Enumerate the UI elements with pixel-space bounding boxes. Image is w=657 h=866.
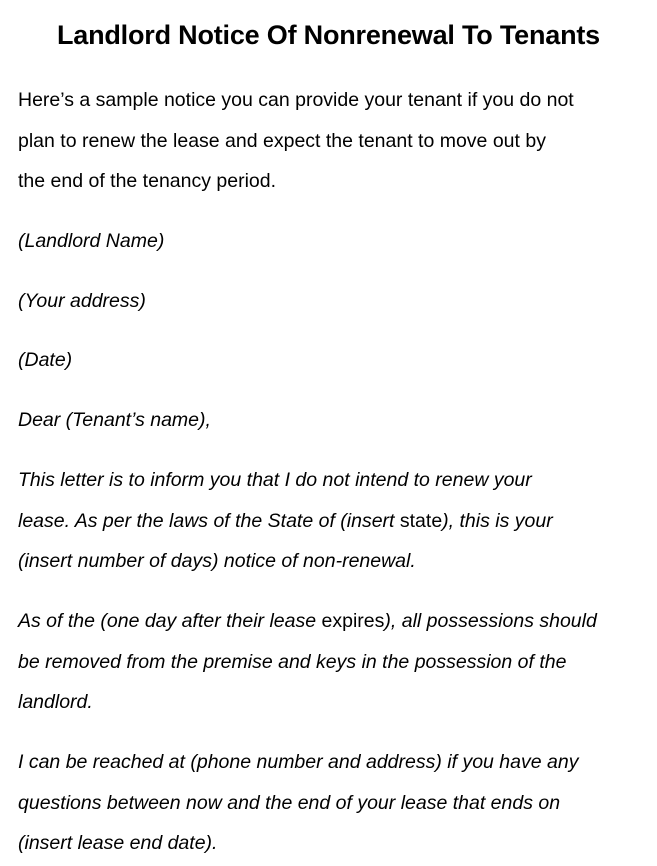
paragraph-line: be removed from the premise and keys in the possession of the — [18, 650, 567, 673]
paragraph-line: (insert number of days) notice of non-renewal. — [18, 550, 416, 572]
paragraph-line: This letter is to inform you that I do not intend to renew your — [18, 469, 532, 491]
salutation-text: Dear (Tenant’s name), — [18, 409, 211, 431]
date-text: (Date) — [18, 349, 73, 371]
paragraph-segment: ), all possessions should — [384, 610, 597, 632]
date-placeholder — [18, 340, 648, 381]
intro-line: Here’s a sample notice you can provide your tenant if you do not — [18, 89, 574, 111]
address-text: (Your address) — [18, 290, 146, 312]
address-placeholder — [18, 281, 648, 322]
paragraph-line: landlord. — [18, 691, 93, 713]
possessions-paragraph — [18, 601, 648, 723]
paragraph-line — [18, 601, 648, 642]
salutation — [18, 400, 648, 441]
paragraph-segment: lease. As per the laws of the State of (insert — [18, 509, 400, 532]
contact-paragraph — [18, 742, 648, 864]
paragraph-line: questions between now and the end of your lease that ends on — [18, 791, 561, 814]
document-title: Landlord Notice Of Nonrenewal To Tenants — [56, 20, 601, 50]
landlord-name-placeholder — [18, 221, 648, 262]
intro-paragraph — [18, 80, 648, 202]
paragraph-line: I can be reached at (phone number and address) if you have any — [18, 751, 579, 773]
paragraph-segment-plain: state — [399, 509, 443, 532]
intro-line: the end of the tenancy period. — [18, 170, 277, 192]
paragraph-line: (insert lease end date). — [18, 832, 218, 854]
intro-line: plan to renew the lease and expect the tenant to move out by — [18, 129, 546, 152]
landlord-name-text: (Landlord Name) — [18, 230, 165, 252]
paragraph-segment: As of the (one day after their lease — [18, 610, 322, 632]
notice-paragraph — [18, 460, 648, 582]
paragraph-line — [18, 501, 648, 542]
paragraph-segment-plain: expires — [321, 610, 385, 632]
paragraph-segment: ), this is your — [442, 509, 553, 532]
